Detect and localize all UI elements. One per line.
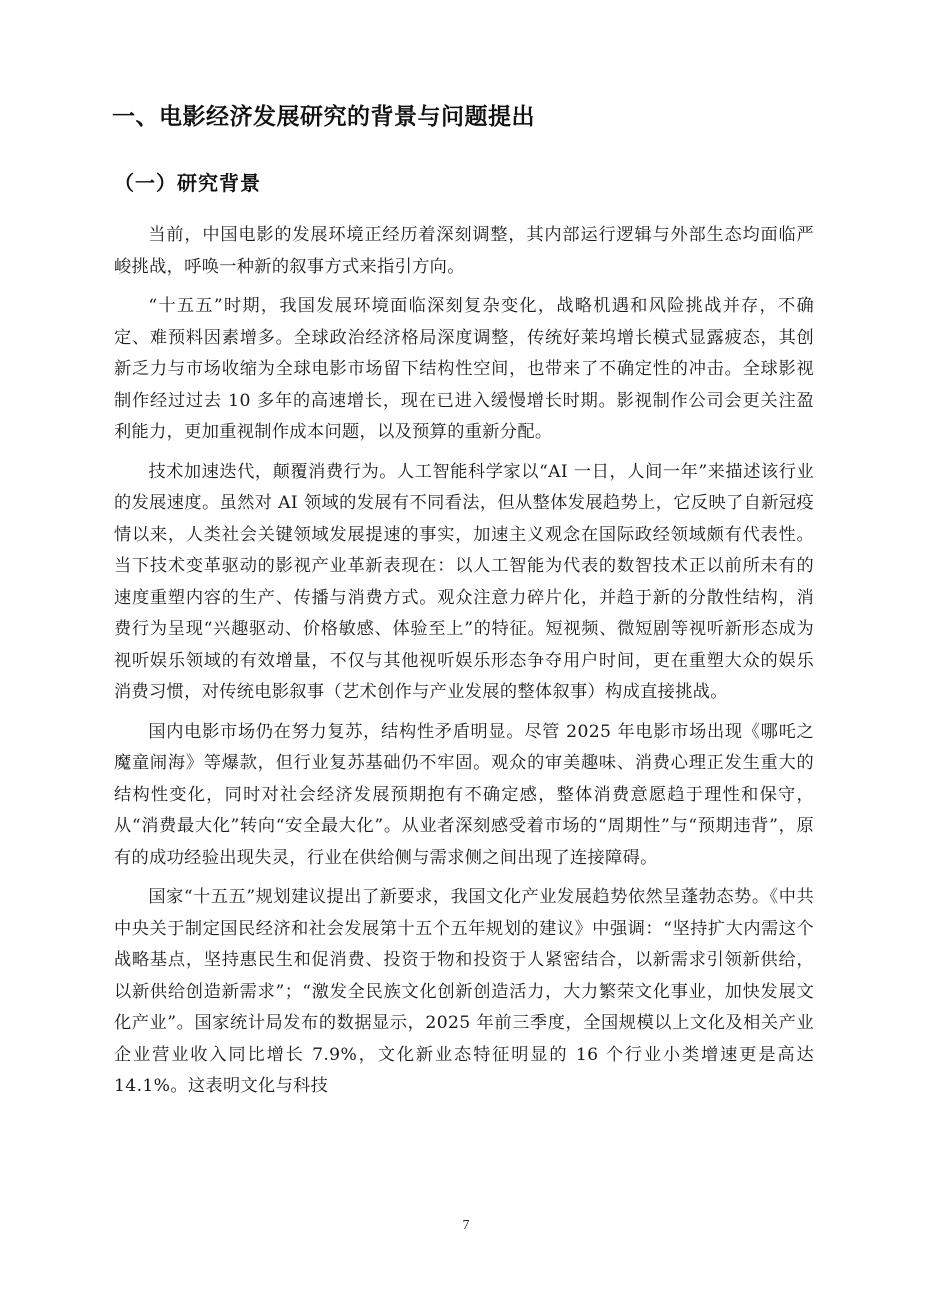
paragraph-4: 国内电影市场仍在努力复苏，结构性矛盾明显。尽管 2025 年电影市场出现《哪吒之魔童闹海》等爆款，但行业复苏基础仍不牢固。观众的审美趣味、消费心理正发生重大的结构性变化，同时对社会经济发展预期抱有不确定感，整体消费意愿趋于理性和保守，从“消费最大化”转向“安全最大化”。从业者深刻感受着市场的“周期性”与“预期违背”，原有的成功经验出现失灵，行业在供给侧与需求侧之间出现了连接障碍。: [114, 721, 814, 868]
paragraph-1: 当前，中国电影的发展环境正经历着深刻调整，其内部运行逻辑与外部生态均面临严峻挑战，呼唤一种新的叙事方式来指引方向。: [114, 225, 814, 277]
section-heading: 一、电影经济发展研究的背景与问题提出: [112, 104, 535, 130]
paragraph-3: 技术加速迭代，颠覆消费行为。人工智能科学家以“AI 一日，人间一年”来描述该行业的发展速度。虽然对 AI 领域的发展有不同看法，但从整体发展趋势上，它反映了自新冠疫情以来，人类社会关键领域发展提速的事实，加速主义观念在国际政经领域颇有代表性。当下技术变革驱动的影视产业革新表现在：以人工智能为代表的数智技术正以前所未有的速度重塑内容的生产、传播与消费方式。观众注意力碎片化，并趋于新的分散性结构，消费行为呈现“兴趣驱动、价格敏感、体验至上”的特征。短视频、微短剧等视听新形态成为视听娱乐领域的有效增量，不仅与其他视听娱乐形态争夺用户时间，更在重塑大众的娱乐消费习惯，对传统电影叙事（艺术创作与产业发展的整体叙事）构成直接挑战。: [114, 461, 814, 702]
body-text: [114, 220, 814, 1111]
paragraph-2: “十五五”时期，我国发展环境面临深刻复杂变化，战略机遇和风险挑战并存，不确定、难预料因素增多。全球政治经济格局深度调整，传统好莱坞增长模式显露疲态，其创新乏力与市场收缩为全球电影市场留下结构性空间，也带来了不确定性的冲击。全球影视制作经过过去 10 多年的高速增长，现在已进入缓慢增长时期。影视制作公司会更关注盈利能力，更加重视制作成本问题，以及预算的重新分配。: [114, 296, 814, 442]
paragraph-5: 国家“十五五”规划建议提出了新要求，我国文化产业发展趋势依然呈蓬勃态势。《中共中央关于制定国民经济和社会发展第十五个五年规划的建议》中强调：“坚持扩大内需这个战略基点，坚持惠民生和促消费、投资于物和投资于人紧密结合，以新需求引领新供给，以新供给创造新需求”；“激发全民族文化创新创造活力，大力繁荣文化事业，加快发展文化产业”。国家统计局发布的数据显示，2025 年前三季度，全国规模以上文化及相关产业企业营业收入同比增长 7.9%，文化新业态特征明显的 16 个行业小类增速更是高达 14.1%。这表明文化与科技: [114, 887, 814, 1096]
page-number: 7: [462, 1218, 470, 1233]
subsection-heading: （一）研究背景: [114, 171, 261, 195]
